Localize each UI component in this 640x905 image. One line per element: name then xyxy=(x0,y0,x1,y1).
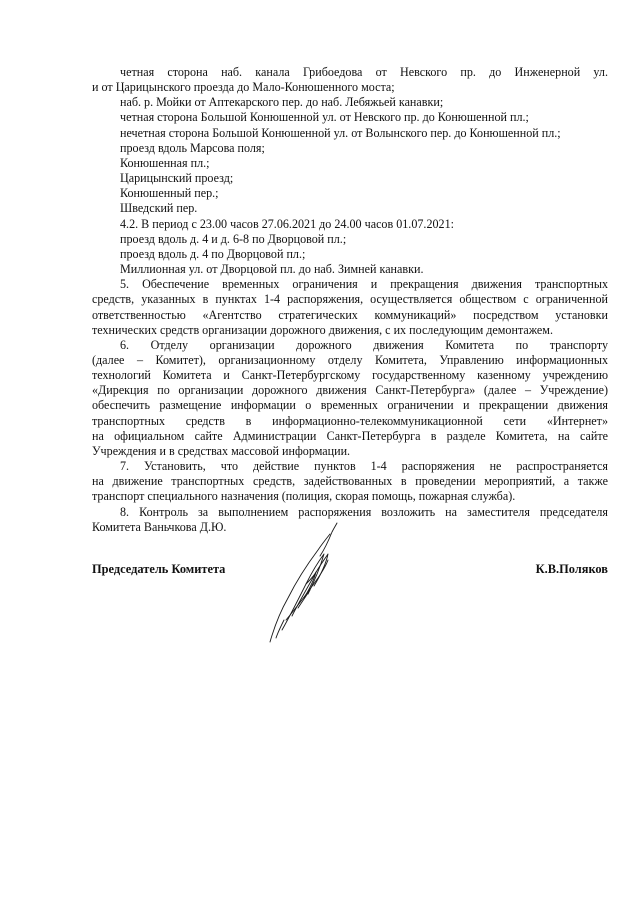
text-line: технологий Комитета и Санкт-Петербургскому государственному казенному учреждению xyxy=(92,368,608,383)
text-line: 6. Отделу организации дорожного движения Комитета по транспорту xyxy=(120,337,608,352)
text-line: 4.2. В период с 23.00 часов 27.06.2021 до 24.00 часов 01.07.2021: xyxy=(120,216,454,231)
text-line: Конюшенный пер.; xyxy=(120,186,219,201)
text-line: наб. р. Мойки от Аптекарского пер. до наб. Лебяжьей канавки; xyxy=(120,95,444,110)
text-line: транспорт специального назначения (полиция, скорая помощь, пожарная служба). xyxy=(92,489,516,504)
text-line: на движение транспортных средств, задействованных в проведении мероприятий, а также xyxy=(92,474,608,489)
text-line: Миллионная ул. от Дворцовой пл. до наб. Зимней канавки. xyxy=(120,262,424,277)
text-line: Царицынский проезд; xyxy=(120,171,234,186)
signature-row xyxy=(92,562,608,582)
text-line: 7. Установить, что действие пунктов 1-4 распоряжения не распространяется xyxy=(120,459,608,474)
text-line: Конюшенная пл.; xyxy=(120,155,210,170)
text-line: нечетная сторона Большой Конюшенной ул. от Волынского пер. до Конюшенной пл.; xyxy=(120,125,561,140)
text-line: «Дирекция по организации дорожного движения Санкт-Петербурга» (далее – Учреждение) xyxy=(92,383,608,398)
text-line: и от Царицынского проезда до Мало-Конюшенного моста; xyxy=(92,80,395,95)
text-line: 8. Контроль за выполнением распоряжения возложить на заместителя председателя xyxy=(120,504,608,519)
text-line: четная сторона Большой Конюшенной ул. от Невского пр. до Конюшенной пл.; xyxy=(120,110,529,125)
text-line: транспортных средств в информационно-телекоммуникационной сети «Интернет» xyxy=(92,413,608,428)
signatory-name: К.В.Поляков xyxy=(535,562,608,576)
text-line: (далее – Комитет), организационному отделу Комитета, Управлению информационных xyxy=(92,352,608,367)
text-line: четная сторона наб. канала Грибоедова от Невского пр. до Инженерной ул. xyxy=(120,65,608,79)
text-line: 5. Обеспечение временных ограничения и прекращения движения транспортных xyxy=(120,277,608,292)
signatory-title: Председатель Комитета xyxy=(92,562,226,576)
text-line: ответственностью «Агентство стратегических коммуникаций» посредством установки xyxy=(92,307,608,322)
text-line: технических средств организации дорожного движения, с их последующим демонтажем. xyxy=(92,322,553,337)
text-line: обеспечить размещение информации о временных ограничении и прекращении движения xyxy=(92,398,608,413)
text-line: на официальном сайте Администрации Санкт-Петербурга в разделе Комитета, на сайте xyxy=(92,428,608,443)
text-line: Шведский пер. xyxy=(120,201,198,216)
text-line: Учреждения и в средствах массовой информации. xyxy=(92,443,351,458)
document-body xyxy=(92,65,608,535)
text-line: проезд вдоль Марсова поля; xyxy=(120,140,265,155)
text-line: средств, указанных в пунктах 1-4 распоряжения, осуществляется обществом с ограниченной xyxy=(92,292,608,307)
handwritten-signature xyxy=(262,520,342,645)
text-line: проезд вдоль д. 4 и д. 6-8 по Дворцовой пл.; xyxy=(120,231,347,246)
text-line: проезд вдоль д. 4 по Дворцовой пл.; xyxy=(120,246,306,261)
text-line: Комитета Ваньчкова Д.Ю. xyxy=(92,519,227,534)
